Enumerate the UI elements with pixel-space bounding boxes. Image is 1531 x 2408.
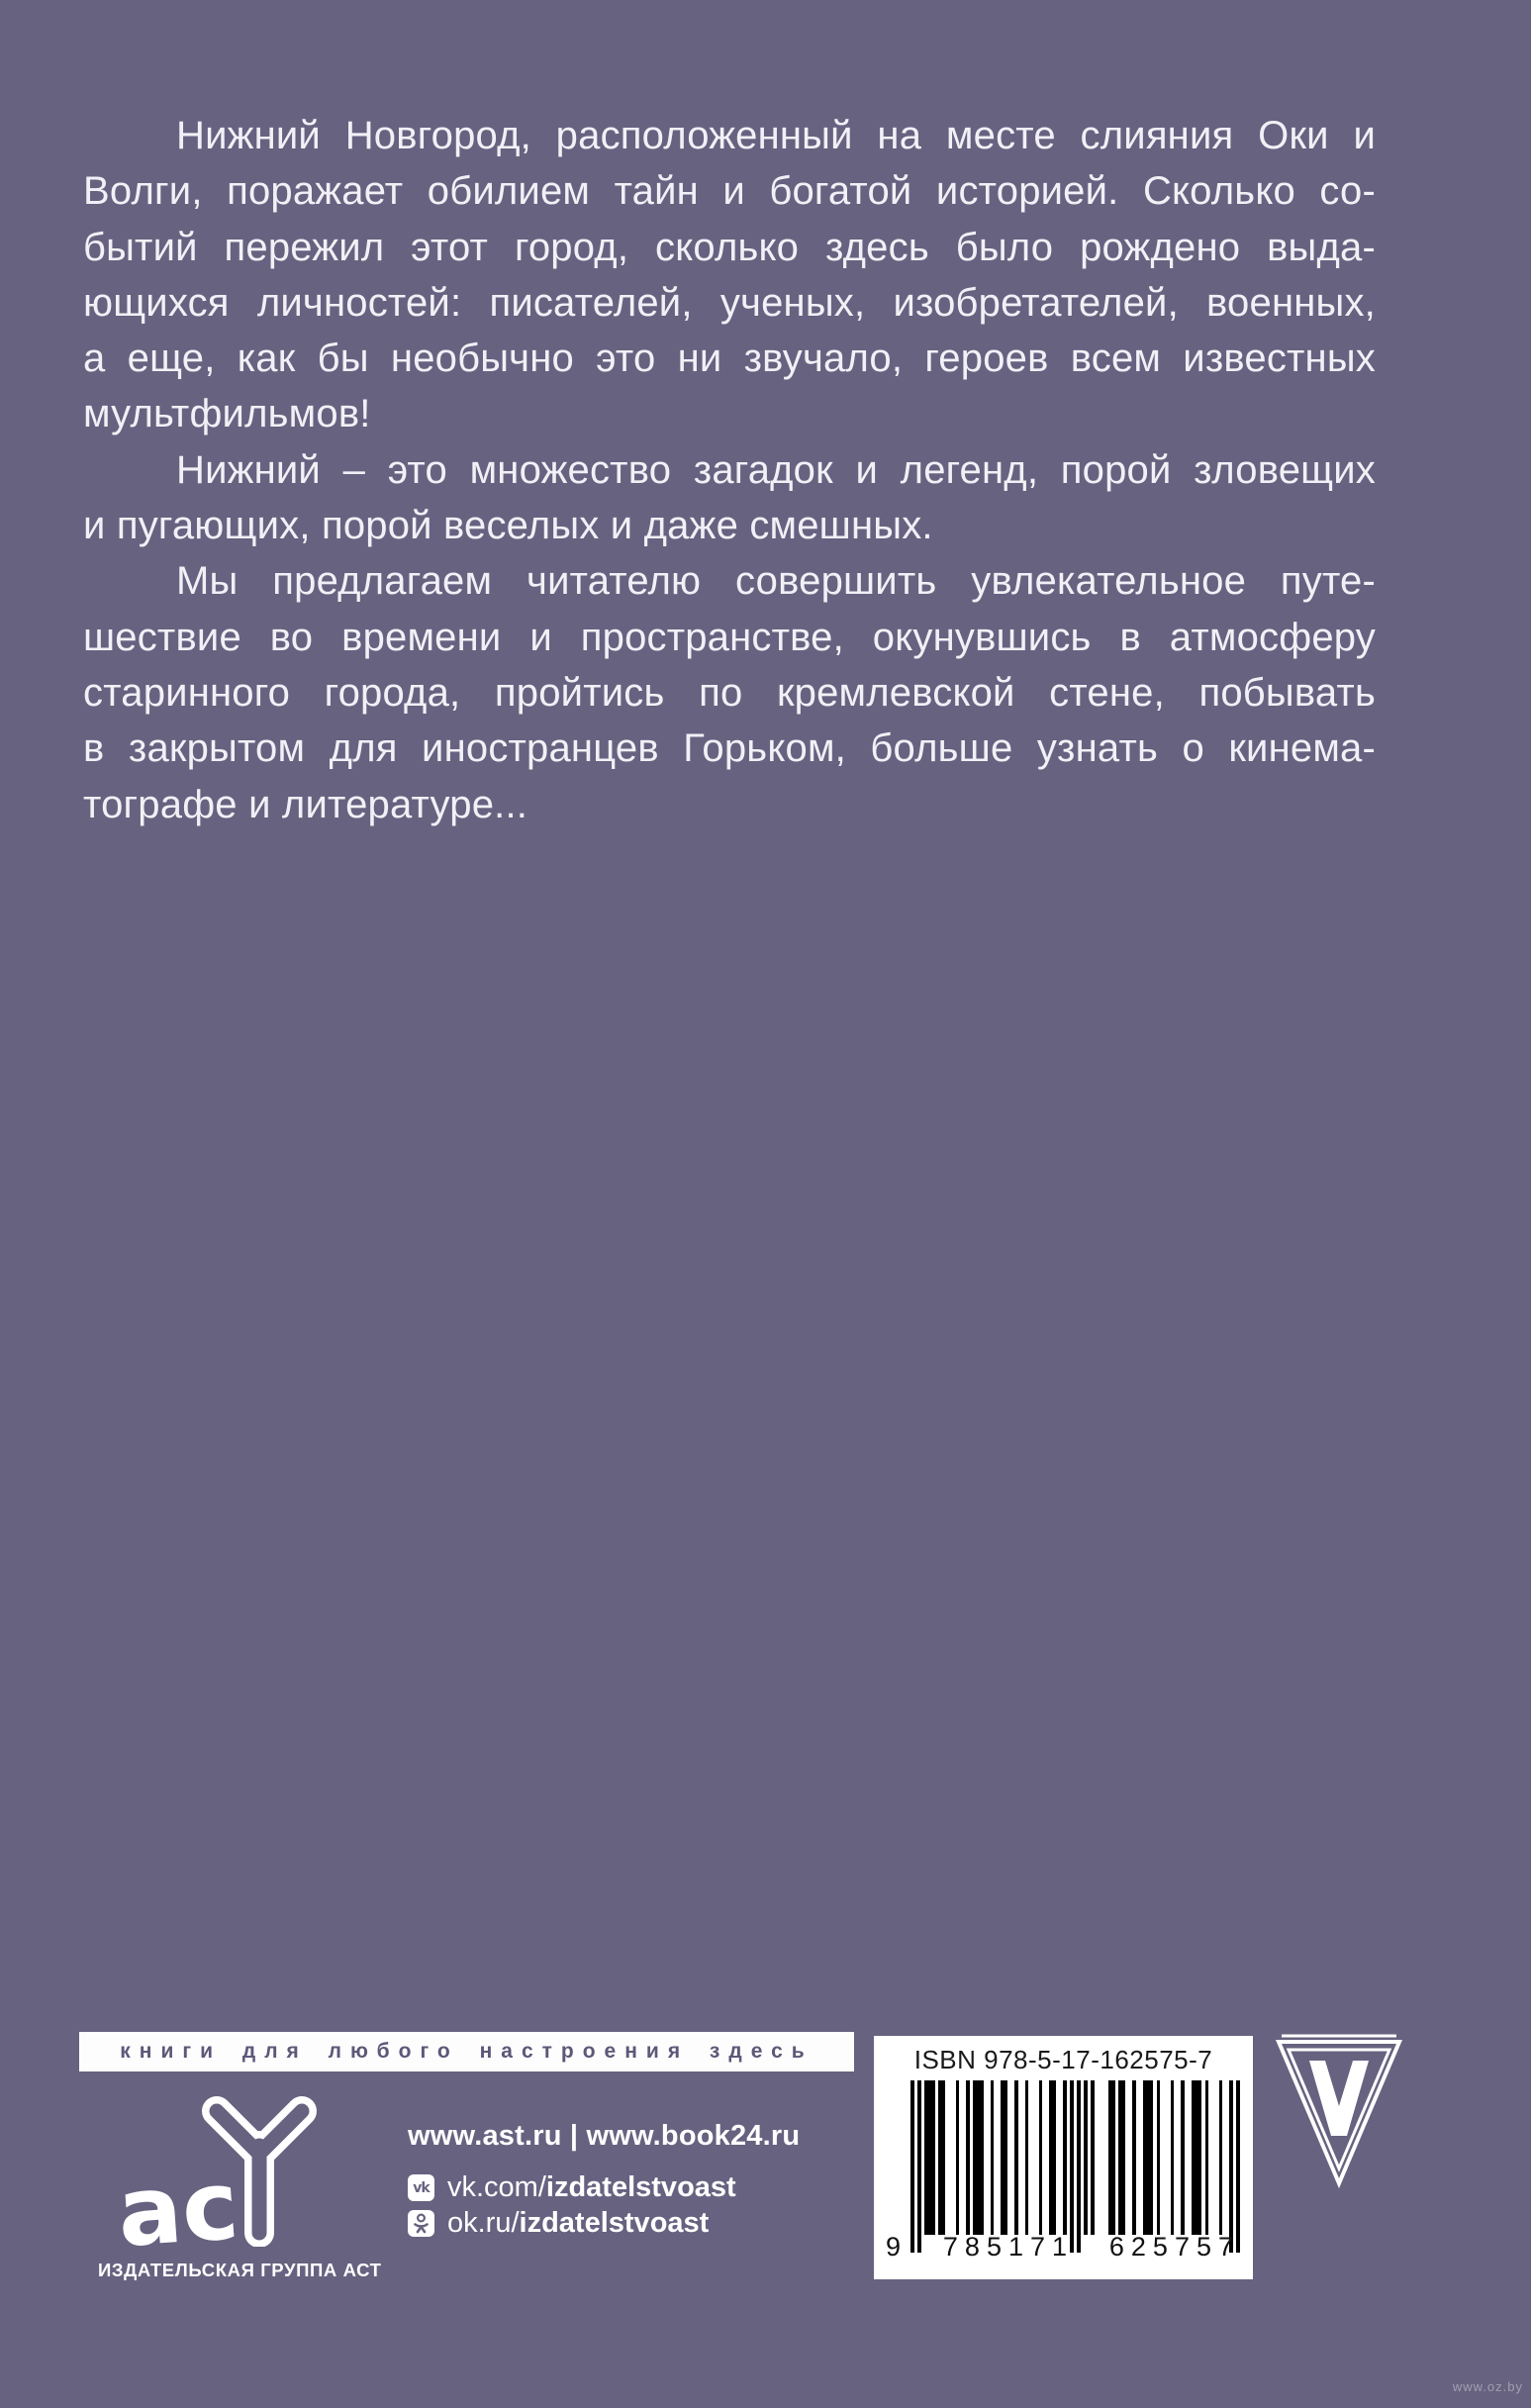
annotation-line: Мы предлагаем читателю совершить увлекательное путе-: [176, 559, 1376, 604]
ast-logo-letters: ас: [114, 2149, 242, 2269]
isbn-box: [874, 2036, 1253, 2279]
barcode-digit-group: 9: [886, 2232, 909, 2262]
annotation-line: ющихся личностей: писателей, ученых, изобретателей, военных,: [83, 280, 1376, 325]
barcode-digit-group: 625757: [1108, 2232, 1240, 2262]
slogan-bar: [79, 2032, 854, 2071]
ok-link-row: [408, 2207, 709, 2240]
annotation-line: Волги, поражает обилием тайн и богатой историей. Сколько со-: [83, 169, 1376, 214]
vk-link: vk.com/izdatelstvoast: [447, 2171, 736, 2203]
annotation-line: бытий пережил этот город, сколько здесь было рождено выда-: [83, 225, 1376, 269]
publisher-websites: www.ast.ru | www.book24.ru: [408, 2120, 801, 2152]
barcode-digits: [886, 2232, 1240, 2263]
slogan-text: книги для любого настроения здесь: [120, 2040, 813, 2063]
ok-link: ok.ru/izdatelstvoast: [447, 2207, 710, 2239]
annotation-line: а еще, как бы необычно это ни звучало, героев всем известных: [83, 337, 1376, 381]
annotation-line: и пугающих, порой веселых и даже смешных.: [83, 504, 933, 548]
vk-icon: vk: [408, 2174, 434, 2201]
annotation-line: Нижний Новгород, расположенный на месте слияния Оки и: [176, 114, 1376, 157]
annotation-line: мультфильмов!: [83, 392, 371, 436]
ast-person-icon: [196, 2088, 327, 2247]
annotation-line: старинного города, пройтись по кремлевской стене, побывать: [83, 670, 1376, 715]
annotation-text: [83, 108, 1376, 832]
ast-publisher-block: [94, 2088, 382, 2291]
isbn-label: ISBN 978-5-17-162575-7: [913, 2045, 1213, 2074]
watermark: www.oz.by: [1452, 2379, 1523, 2394]
annotation-line: шествие во времени и пространстве, окунувшись в атмосферу: [83, 615, 1376, 659]
vk-link-row: [408, 2171, 736, 2204]
barcode-digit-group: 785171: [942, 2232, 1075, 2262]
ean13-barcode: [910, 2080, 1240, 2254]
ast-caption: ИЗДАТЕЛЬСКАЯ ГРУППА АСТ: [98, 2260, 382, 2280]
annotation-line: тографе и литературе...: [83, 782, 528, 826]
barcode-module: [1236, 2080, 1240, 2253]
annotation-line: Нижний – это множество загадок и легенд, порой зловещих: [176, 447, 1376, 492]
publisher-links: [408, 2120, 801, 2239]
annotation-line: в закрытом для иностранцев Горьком, больше узнать о кинема-: [83, 726, 1376, 771]
ok-icon: [408, 2210, 434, 2237]
v-publisher-logo-icon: [1274, 2031, 1404, 2189]
